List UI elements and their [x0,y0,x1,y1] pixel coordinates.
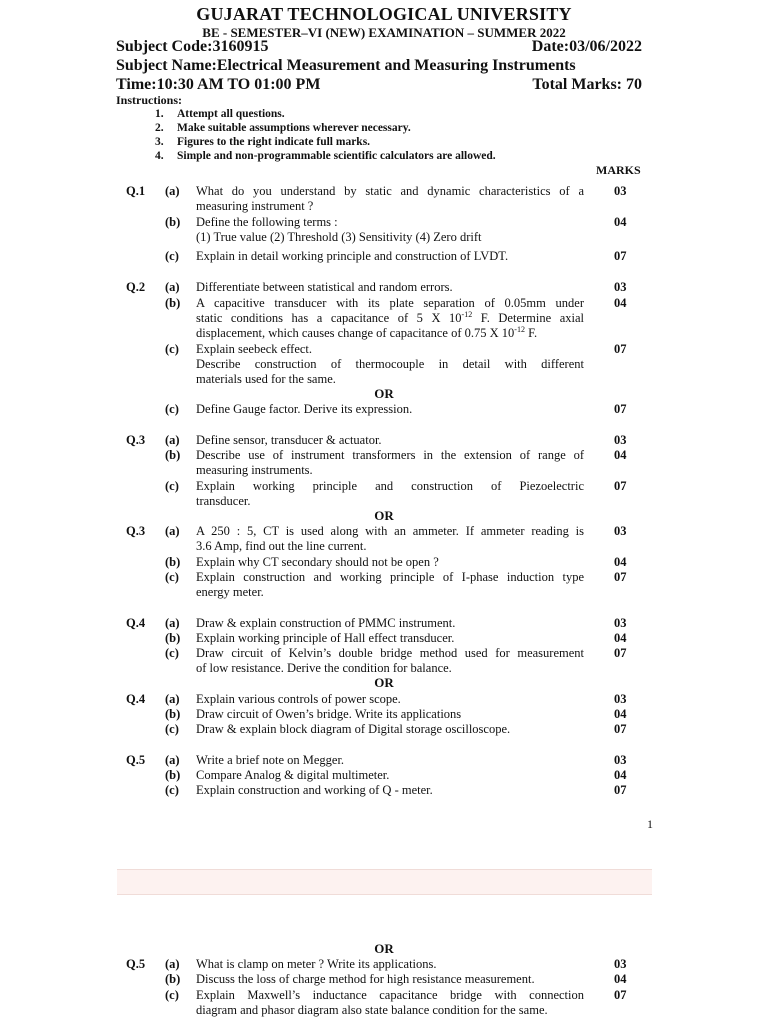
question-marks: 03 [614,524,627,538]
question-text-line: Draw circuit of Kelvin’s double bridge method used for measurement [196,646,584,660]
sub-question-label: (c) [165,249,179,263]
page-break-band [117,869,652,895]
question-text [196,783,584,798]
sub-question-label: (c) [165,342,179,356]
question-text [196,570,584,600]
question-text [196,646,584,676]
question-marks: 04 [614,215,627,229]
question-text [196,524,584,554]
question-marks: 03 [614,184,627,198]
question-number: Q.4 [126,616,146,630]
question-text-line: Explain why CT secondary should not be open ? [196,555,439,569]
question-marks: 07 [614,342,627,356]
sub-question-label: (a) [165,957,180,971]
question-text-line: Discuss the loss of charge method for high resistance measurement. [196,972,535,986]
question-text [196,988,584,1018]
question-text-line: static conditions has a capacitance of 5 X $10^{-12}$ F. Determine axial [196,309,584,325]
question-text-line: Define Gauge factor. Derive its expression. [196,402,413,416]
question-text-line: Define the following terms : [196,215,338,229]
question-marks: 04 [614,555,627,569]
or-separator: OR [374,386,394,401]
question-text [196,692,584,707]
sub-question-label: (a) [165,280,180,294]
question-text [196,957,584,972]
question-text-line: materials used for the same. [196,372,336,386]
question-marks: 03 [614,616,627,630]
question-text [196,722,584,737]
question-text [196,215,584,245]
sub-question-label: (c) [165,722,179,736]
question-text-line: Describe construction of thermocouple in detail with different [196,357,584,371]
sub-question-label: (c) [165,402,179,416]
question-text [196,555,584,570]
subject-code: Subject Code:3160915 [116,38,269,55]
question-text [196,707,584,722]
question-marks: 07 [614,988,627,1002]
instruction-item: 3. Figures to the right indicate full marks. [155,136,371,148]
or-separator: OR [374,508,394,523]
question-text-line: Explain various controls of power scope. [196,692,401,706]
question-marks: 07 [614,646,627,660]
sub-question-label: (a) [165,753,180,767]
question-text-line: 3.6 Amp, find out the line current. [196,539,367,553]
question-marks: 07 [614,722,627,736]
question-text-line: Explain working principle of Hall effect transducer. [196,631,455,645]
question-marks: 03 [614,957,627,971]
exam-title: BE - SEMESTER–VI (NEW) EXAMINATION – SUMMER 2022 [202,25,566,40]
question-text-line: Describe use of instrument transformers in the extension of range of [196,448,584,462]
question-text-line: What do you understand by static and dynamic characteristics of a [196,184,584,198]
sub-question-label: (a) [165,524,180,538]
page-number: 1 [647,817,653,831]
question-text-line: Draw circuit of Owen’s bridge. Write its applications [196,707,462,721]
question-marks: 07 [614,249,627,263]
question-text-line: Explain in detail working principle and construction of LVDT. [196,249,509,263]
question-text [196,448,584,478]
question-text-line: Differentiate between statistical and random errors. [196,280,453,294]
question-text-line: Explain seebeck effect. [196,342,313,356]
sub-question-label: (b) [165,707,181,721]
question-marks: 03 [614,433,627,447]
question-marks: 04 [614,631,627,645]
instructions-label: Instructions: [116,93,183,107]
question-number: Q.3 [126,524,146,538]
sub-question-label: (b) [165,972,181,986]
question-text-line: A 250 : 5, CT is used along with an ammeter. If ammeter reading is [196,524,584,538]
question-marks: 07 [614,402,627,416]
question-text [196,753,584,768]
sub-question-label: (b) [165,215,181,229]
sub-question-label: (c) [165,988,179,1002]
sub-question-label: (b) [165,555,181,569]
university-name: GUJARAT TECHNOLOGICAL UNIVERSITY [196,4,572,24]
question-text [196,296,584,341]
question-text-line: A capacitive transducer with its plate separation of 0.05mm under [196,296,584,310]
sub-question-label: (a) [165,433,180,447]
question-marks: 07 [614,570,627,584]
question-text-line: Explain construction and working of Q - meter. [196,783,433,797]
time-row [116,76,642,94]
question-text-line: Draw & explain construction of PMMC instrument. [196,616,456,630]
question-text [196,249,584,264]
sub-question-label: (c) [165,646,179,660]
question-marks: 04 [614,296,627,310]
question-marks: 03 [614,692,627,706]
question-text-line: Draw & explain block diagram of Digital storage oscilloscope. [196,722,511,736]
exam-date: Date:03/06/2022 [531,38,642,55]
question-text [196,616,584,631]
question-text [196,433,584,448]
sub-question-label: (b) [165,296,181,310]
subject-name-row [116,57,642,75]
marks-column-heading: MARKS [596,163,641,177]
or-separator: OR [374,675,394,690]
question-text-line: of low resistance. Derive the condition for balance. [196,661,452,675]
subject-name: Subject Name:Electrical Measurement and Measuring Instruments [116,57,576,74]
sub-question-label: (c) [165,570,179,584]
instruction-item: 2. Make suitable assumptions wherever necessary. [155,122,411,134]
question-marks: 04 [614,448,627,462]
exponent: -12 [461,309,473,319]
question-marks: 04 [614,707,627,721]
or-separator: OR [374,941,394,956]
question-text [196,972,584,987]
question-marks: 04 [614,768,627,782]
question-number: Q.2 [126,280,146,294]
exponent: -12 [514,324,525,334]
instruction-item: 1. Attempt all questions. [155,108,285,120]
question-number: Q.4 [126,692,146,706]
question-text-line: What is clamp on meter ? Write its applications. [196,957,437,971]
sub-question-label: (c) [165,479,179,493]
question-marks: 03 [614,753,627,767]
question-marks: 04 [614,972,627,986]
question-text-line: energy meter. [196,585,264,599]
sub-question-label: (a) [165,616,180,630]
subject-code-row [116,38,642,56]
question-marks: 07 [614,783,627,797]
sub-question-label: (b) [165,448,181,462]
question-text [196,402,584,417]
sub-question-label: (b) [165,768,181,782]
sub-question-label: (b) [165,631,181,645]
question-text-line: Explain working principle and construction of Piezoelectric [196,479,584,493]
question-text-line: Compare Analog & digital multimeter. [196,768,390,782]
question-text-line: (1) True value (2) Threshold (3) Sensitivity (4) Zero drift [196,230,482,244]
question-text-line: diagram and phasor diagram also state balance condition for the same. [196,1003,548,1017]
question-text [196,631,584,646]
question-text-line: displacement, which causes change of capacitance of 0.75 X $10^{-12}$ F. [196,324,538,340]
total-marks: Total Marks: 70 [532,76,642,93]
question-text-line: measuring instruments. [196,463,313,477]
question-number: Q.5 [126,753,146,767]
question-text [196,280,584,295]
question-text-line: Define sensor, transducer & actuator. [196,433,382,447]
question-text-line: Explain Maxwell’s inductance capacitance bridge with connection [196,988,584,1002]
sub-question-label: (a) [165,692,180,706]
sub-question-label: (a) [165,184,180,198]
question-text [196,184,584,214]
question-text-line: transducer. [196,494,251,508]
exam-time: Time:10:30 AM TO 01:00 PM [116,76,321,93]
question-number: Q.5 [126,957,146,971]
question-text-line: Explain construction and working principle of I-phase induction type [196,570,584,584]
sub-question-label: (c) [165,783,179,797]
question-marks: 03 [614,280,627,294]
question-number: Q.3 [126,433,146,447]
question-text [196,342,584,387]
question-number: Q.1 [126,184,146,198]
question-marks: 07 [614,479,627,493]
question-text [196,768,584,783]
question-text-line: Write a brief note on Megger. [196,753,345,767]
instruction-item: 4. Simple and non-programmable scientific calculators are allowed. [155,150,496,162]
question-text [196,479,584,509]
question-text-line: measuring instrument ? [196,199,314,213]
